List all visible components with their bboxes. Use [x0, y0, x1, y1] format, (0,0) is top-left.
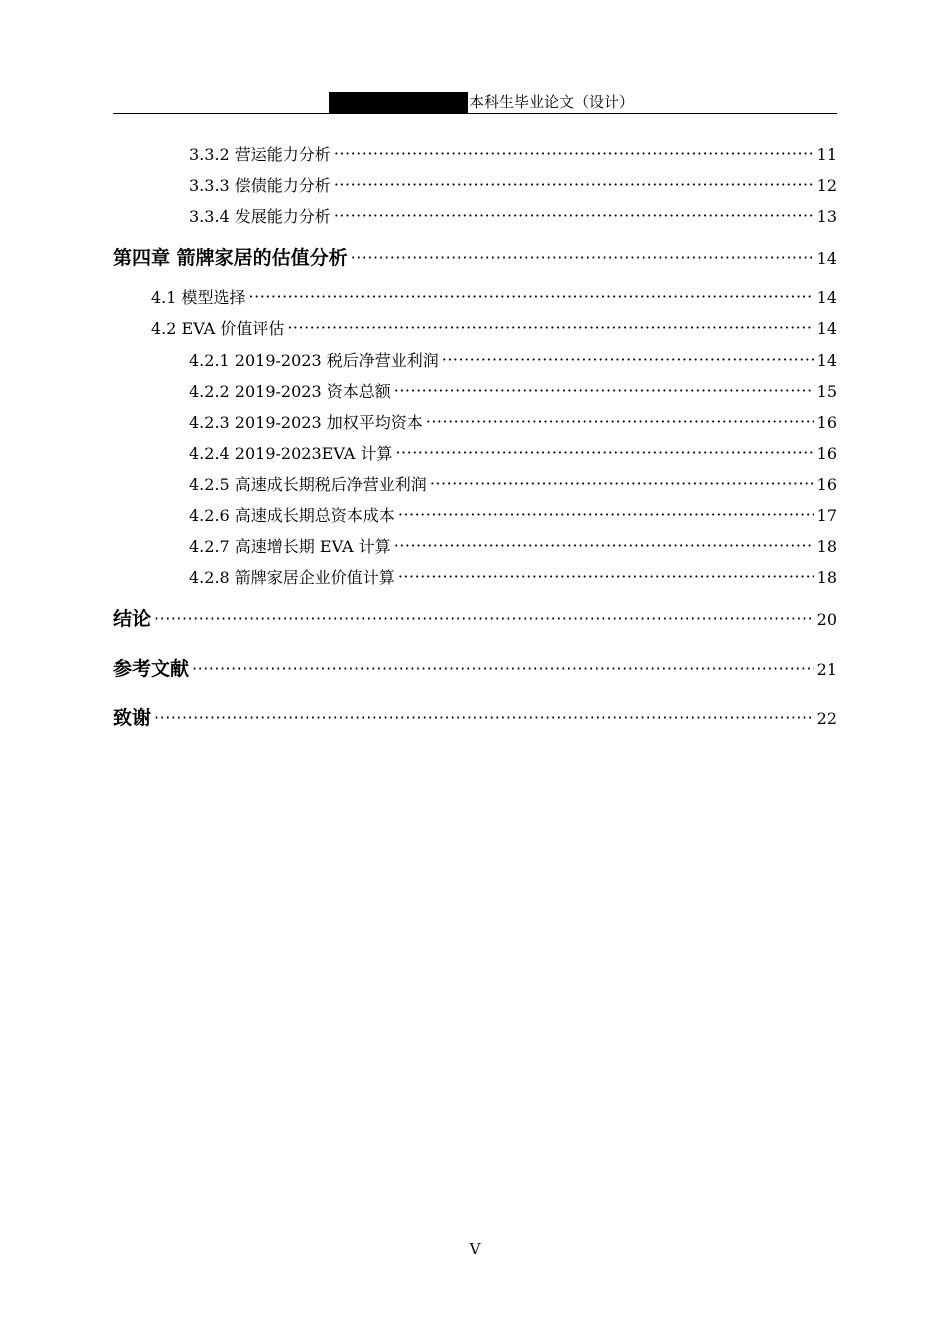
- dot-leader: [442, 350, 814, 366]
- toc-entry-label: 第四章 箭牌家居的估值分析: [113, 247, 348, 269]
- header-title: 本科生毕业论文（设计）: [469, 93, 635, 111]
- dot-leader: [430, 474, 814, 490]
- toc-entry-label: 致谢: [113, 707, 152, 729]
- dot-leader: [334, 206, 814, 222]
- toc-entry-label: 3.3.4 发展能力分析: [189, 207, 331, 226]
- toc-entry[interactable]: [151, 316, 837, 339]
- toc-entry-page: 13: [816, 207, 837, 226]
- dot-leader: [287, 318, 813, 334]
- toc-entry[interactable]: [189, 441, 837, 464]
- toc-entry-page: 16: [816, 475, 837, 494]
- toc-entry-page: 16: [816, 413, 837, 432]
- dot-leader: [394, 536, 814, 552]
- toc-entry-page: 16: [816, 444, 837, 463]
- toc-entry-page: 21: [816, 660, 837, 679]
- toc-entry-page: 18: [816, 568, 837, 587]
- toc-entry-label: 参考文献: [113, 658, 190, 680]
- header-rule: [113, 113, 837, 114]
- toc-entry-page: 12: [816, 176, 837, 195]
- dot-leader: [351, 248, 814, 264]
- toc-entry-label: 4.2.7 高速增长期 EVA 计算: [189, 537, 391, 556]
- page-header: [113, 90, 837, 114]
- toc-entry-label: 4.2 EVA 价值评估: [151, 319, 285, 338]
- toc-entry-label: 3.3.3 偿债能力分析: [189, 176, 331, 195]
- toc-entry[interactable]: [189, 410, 837, 433]
- page-number: V: [469, 1240, 481, 1258]
- toc-entry[interactable]: [189, 503, 837, 526]
- toc-entry-label: 4.2.5 高速成长期税后净营业利润: [189, 475, 427, 494]
- dot-leader: [398, 567, 814, 583]
- toc-entry-page: 14: [816, 288, 837, 307]
- toc-entry[interactable]: [189, 204, 837, 227]
- toc-entry[interactable]: [189, 142, 837, 165]
- toc-chapter-entry[interactable]: [113, 703, 837, 730]
- toc-entry-label: 4.2.1 2019-2023 税后净营业利润: [189, 351, 439, 370]
- redacted-block: [329, 92, 468, 114]
- toc-entry[interactable]: [189, 348, 837, 371]
- toc-entry-page: 22: [816, 709, 837, 728]
- toc-entry-page: 18: [816, 537, 837, 556]
- toc-chapter-entry[interactable]: [113, 604, 837, 631]
- toc-entry-page: 20: [816, 610, 837, 629]
- toc-entry-label: 4.2.2 2019-2023 资本总额: [189, 382, 391, 401]
- toc-entry[interactable]: [189, 472, 837, 495]
- dot-leader: [192, 659, 814, 675]
- toc-entry-label: 结论: [113, 608, 152, 630]
- dot-leader: [394, 381, 814, 397]
- dot-leader: [154, 708, 814, 724]
- dot-leader: [249, 287, 814, 303]
- toc-entry-label: 4.2.4 2019-2023EVA 计算: [189, 444, 393, 463]
- toc-entry[interactable]: [189, 379, 837, 402]
- dot-leader: [334, 144, 814, 160]
- toc-entry-label: 4.2.8 箭牌家居企业价值计算: [189, 568, 395, 587]
- dot-leader: [395, 443, 813, 459]
- toc-entry[interactable]: [189, 534, 837, 557]
- toc-entry-page: 14: [816, 351, 837, 370]
- dot-leader: [334, 175, 814, 191]
- toc-entry[interactable]: [189, 173, 837, 196]
- toc-entry-label: 4.2.3 2019-2023 加权平均资本: [189, 413, 423, 432]
- toc-entry-label: 3.3.2 营运能力分析: [189, 145, 331, 164]
- toc-entry-page: 15: [816, 382, 837, 401]
- toc-entry-label: 4.1 模型选择: [151, 288, 246, 307]
- toc-entry-page: 17: [816, 506, 837, 525]
- toc-entry-page: 14: [816, 249, 837, 268]
- dot-leader: [154, 609, 814, 625]
- toc-entry[interactable]: [189, 565, 837, 588]
- dot-leader: [426, 412, 814, 428]
- toc-entry[interactable]: [151, 285, 837, 308]
- toc-chapter-entry[interactable]: [113, 654, 837, 681]
- dot-leader: [398, 505, 814, 521]
- toc-entry-page: 11: [816, 145, 837, 164]
- toc-entry-page: 14: [816, 319, 837, 338]
- toc-chapter-entry[interactable]: [113, 243, 837, 270]
- toc-entry-label: 4.2.6 高速成长期总资本成本: [189, 506, 395, 525]
